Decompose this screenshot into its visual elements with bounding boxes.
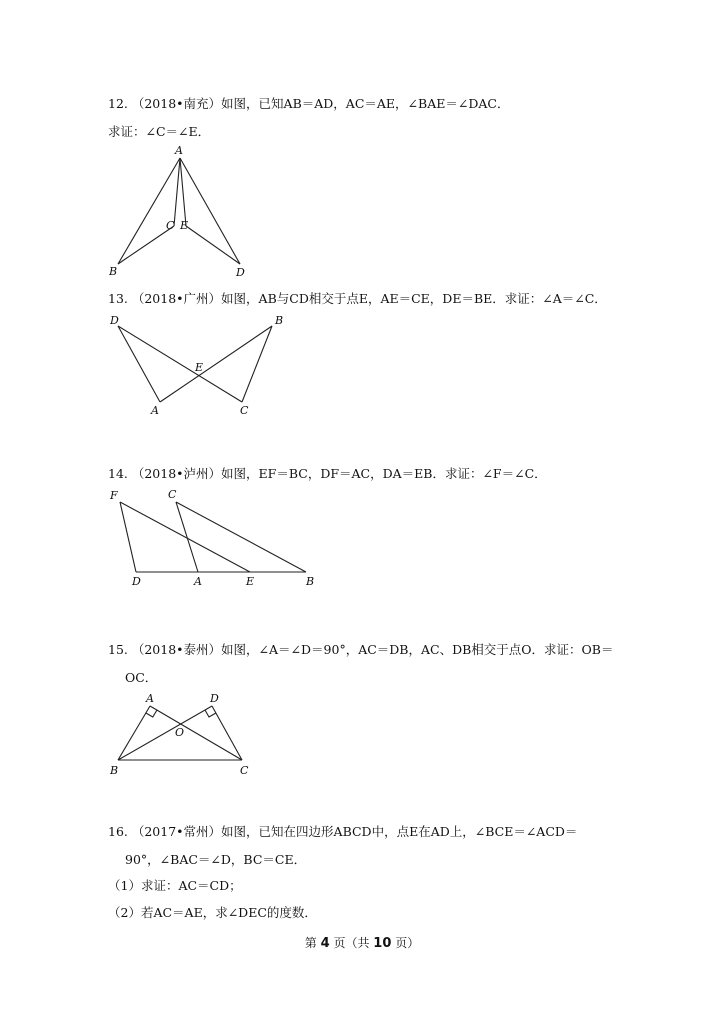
problem-16-part-1: （1）求证：AC＝CD；	[108, 878, 242, 893]
label-B: B	[306, 575, 315, 588]
problem-14-figure	[100, 486, 330, 590]
footer-total-pages: 10	[373, 936, 392, 951]
footer-middle: 页（共	[329, 936, 374, 950]
label-B: B	[109, 265, 118, 278]
page-footer	[0, 934, 724, 951]
problem-16-statement-cont: 90°，∠BAC＝∠D，BC＝CE．	[125, 852, 307, 867]
label-A: A	[151, 404, 159, 417]
label-E: E	[246, 575, 255, 588]
problem-12-figure	[100, 140, 260, 282]
problem-15-figure	[100, 688, 270, 780]
problem-13-figure	[100, 310, 300, 420]
label-A: A	[146, 692, 154, 705]
footer-suffix: 页）	[391, 936, 420, 950]
label-F: F	[110, 489, 118, 502]
problem-14-statement: 14. （2018•泸州）如图，EF＝BC，DF＝AC，DA＝EB．求证：∠F＝∠C．	[108, 466, 547, 481]
label-E: E	[195, 361, 204, 374]
label-A: A	[194, 575, 202, 588]
label-D: D	[210, 692, 219, 705]
problem-13-statement: 13. （2018•广州）如图，AB与CD相交于点E，AE＝CE，DE＝BE．求证：∠A＝∠C．	[108, 291, 607, 306]
label-B: B	[110, 764, 119, 777]
label-O: O	[175, 726, 185, 739]
footer-prefix: 第	[304, 936, 321, 950]
label-C: C	[168, 488, 177, 501]
label-C: C	[166, 219, 175, 232]
label-B: B	[275, 314, 284, 327]
problem-12-statement: 12. （2018•南充）如图，已知AB＝AD，AC＝AE，∠BAE＝∠DAC．	[108, 96, 510, 111]
label-D: D	[132, 575, 141, 588]
problem-15-statement-cont: OC．	[125, 670, 158, 685]
problem-15-statement: 15. （2018•泰州）如图，∠A＝∠D＝90°，AC＝DB，AC、DB相交于点O．求证：OB＝	[108, 642, 614, 657]
problem-12-prove: 求证：∠C＝∠E．	[108, 124, 211, 139]
label-C: C	[240, 404, 249, 417]
label-D: D	[236, 266, 245, 279]
label-C: C	[240, 764, 249, 777]
problem-16-statement: 16. （2017•常州）如图，已知在四边形ABCD中，点E在AD上，∠BCE＝∠ACD＝	[108, 824, 578, 839]
label-A: A	[175, 144, 183, 157]
footer-page-number: 4	[320, 936, 330, 951]
label-D: D	[110, 314, 119, 327]
problem-16-part-2: （2）若AC＝AE，求∠DEC的度数．	[108, 905, 317, 920]
label-E: E	[180, 219, 189, 232]
